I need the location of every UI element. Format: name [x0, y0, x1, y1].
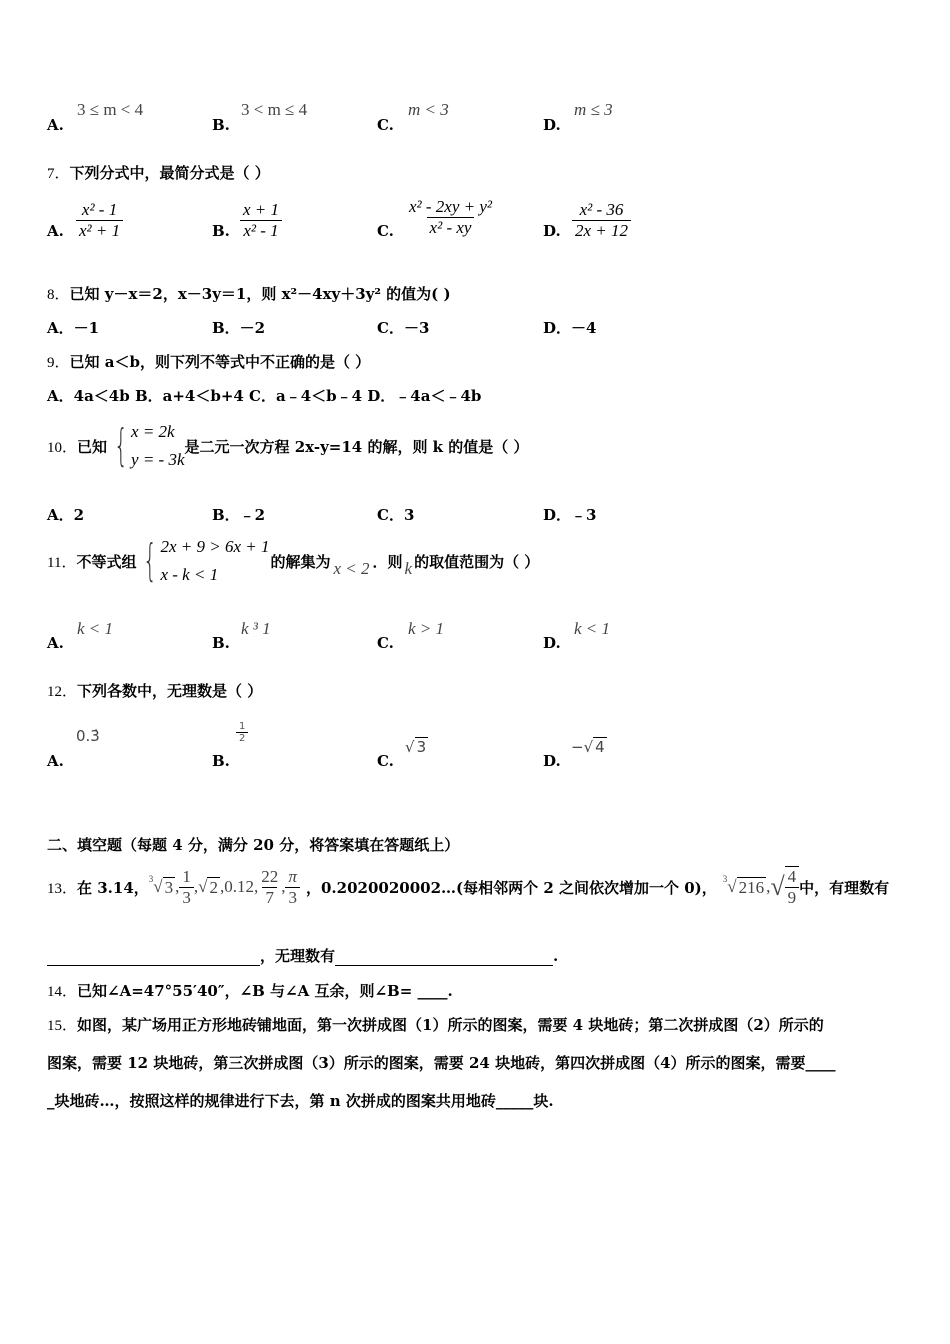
section-2-title: 二、填空题（每题 4 分，满分 20 分，将答案填在答题纸上）: [47, 836, 460, 854]
q6-option-d-label: D.: [543, 116, 561, 134]
irrational-label: ，无理数有: [260, 947, 336, 965]
question-stem: 下列各数中，无理数是（ ）: [77, 682, 263, 700]
q6-option-a-label: A.: [47, 116, 64, 134]
question-number: 13．: [47, 880, 78, 897]
question-stem: 下列分式中，最简分式是（ ）: [69, 164, 270, 182]
q6-option-c-math: m < 3: [408, 100, 449, 119]
q7-option-d-fraction: $\frac{\text{x² - 36}}{2x + 12}$: [572, 200, 631, 241]
question-11: [47, 533, 539, 589]
question-number: 12．: [47, 684, 78, 700]
q12-option-d-label: D.: [543, 752, 561, 770]
q6-option-c-label: C.: [377, 116, 394, 134]
q11-option-b-math: k ³ 1: [241, 619, 271, 638]
q11-option-d-label: D.: [543, 634, 561, 652]
q11-option-d-math: k < 1: [574, 619, 611, 638]
question-post: 是二元一次方程 2x-y=14 的解，则 k 的值是（ ）: [184, 437, 529, 456]
question-12: [47, 680, 262, 701]
question-9: [47, 351, 370, 372]
q12-option-d-neg-sqrt: −√ 4: [571, 738, 605, 756]
q6-option-d-math: m ≤ 3: [574, 100, 613, 119]
q11-option-b-label: B.: [212, 634, 230, 652]
q12-option-c-sqrt: √ 3: [405, 738, 427, 756]
q13-answer-line: ，无理数有 .: [47, 945, 558, 966]
question-mid: ，0.2020020002…(每相邻两个 2 之间依次增加一个 0)，: [306, 878, 717, 897]
question-15-line-3: _块地砖…，按照这样的规律进行下去，第 n 次拼成的图案共用地砖_____块.: [47, 1092, 554, 1110]
q12-option-c-label: C.: [377, 752, 394, 770]
question-text: 已知∠A=47°55′40″，∠B 与∠A 互余，则∠B= ____.: [77, 982, 453, 1000]
q10-option-c: C．3: [377, 506, 415, 524]
question-pre: 不等式组: [76, 552, 137, 571]
q7-option-a-label: A.: [47, 222, 64, 240]
irrational-blank[interactable]: [335, 965, 553, 966]
question-14: [47, 980, 453, 1001]
q11-option-c-label: C.: [377, 634, 394, 652]
q12-option-b-fraction: $\frac{1}{2}$: [236, 721, 248, 744]
q8-option-b: B．－2: [212, 319, 266, 337]
q7-option-a-fraction: $\frac{\text{x² - 1}}{\text{x² + 1}}$: [76, 200, 123, 241]
q7-option-b-label: B.: [212, 222, 230, 240]
solution-set: x < 2: [333, 559, 370, 578]
question-13: [47, 857, 889, 917]
question-post: 中，有理数有: [799, 878, 890, 897]
q6-option-b-label: B.: [212, 116, 230, 134]
question-number: 9．: [47, 355, 70, 371]
q7-option-c-label: C.: [377, 222, 394, 240]
question-mid: 的解集为: [270, 552, 331, 571]
k-variable: k: [404, 559, 413, 578]
question-number: 10．: [47, 439, 78, 456]
question-number: 8．: [47, 287, 70, 303]
question-15-line-2: 图案，需要 12 块地砖，第三次拼成图（3）所示的图案，需要 24 块地砖，第四次拼成图（4）所示的图案，需要____: [47, 1054, 836, 1072]
question-stem: 已知 y－x＝2，x－3y＝1，则 x²－4xy＋3y² 的值为( ): [69, 285, 451, 303]
question-15-line-1: 15．如图，某广场用正方形地砖铺地面，第一次拼成图（1）所示的图案，需要 4 块地砖；第二次拼成图（2）所示的: [47, 1016, 824, 1034]
equation-system: { x = 2k y = - 3k: [114, 420, 185, 471]
q8-option-d: D．－4: [543, 319, 597, 337]
question-number: 11．: [47, 554, 77, 571]
q11-option-a-math: k < 1: [77, 619, 114, 638]
question-number: 15．: [47, 1018, 78, 1034]
question-10: [47, 418, 529, 474]
question-number: 7．: [47, 166, 70, 182]
question-7: [47, 162, 270, 183]
root-list: 3 √ 216 , √ $\frac{4}{9}$: [723, 866, 799, 908]
question-post2: 的取值范围为（ ）: [414, 552, 540, 571]
q12-option-a-label: A.: [47, 752, 64, 770]
q12-option-a-math: 0.3̇: [76, 727, 100, 745]
q7-option-d-label: D.: [543, 222, 561, 240]
q10-option-d: D．﹣3: [543, 506, 597, 524]
q10-option-a: A．2: [47, 506, 85, 524]
question-stem: 已知 a＜b，则下列不等式中不正确的是（ ）: [69, 353, 371, 371]
q8-option-c: C．－3: [377, 319, 430, 337]
q6-option-a-math: 3 ≤ m < 4: [77, 100, 144, 119]
q9-options: A．4a＜4b B．a+4＜b+4 C．a﹣4＜b﹣4 D．﹣4a＜﹣4b: [47, 387, 482, 405]
q10-option-b: B．﹣2: [212, 506, 266, 524]
q11-option-c-math: k > 1: [408, 619, 445, 638]
q12-option-b-label: B.: [212, 752, 230, 770]
q7-option-c-fraction: $\frac{\text{x² - 2xy + y²}}{\text{x² - xy}}$: [409, 197, 493, 237]
rational-blank[interactable]: [47, 965, 260, 966]
question-post1: ．则: [372, 552, 403, 571]
q7-option-b-fraction: $\frac{x + 1}{\text{x² - 1}}$: [240, 200, 282, 241]
question-pre: 已知: [77, 437, 108, 456]
q11-option-a-label: A.: [47, 634, 64, 652]
question-8: [47, 283, 451, 304]
number-list: 3 √ 3 , $\frac{1}{3}$ ,√ 2 , 0.12 , $\frac{22}{7}$ , $\frac{\pi}{3}$: [149, 867, 300, 908]
question-pre: 在 3.14，: [77, 878, 149, 897]
q8-option-a: A．－1: [47, 319, 100, 337]
question-number: 14．: [47, 984, 78, 1000]
inequality-system: { 2x + 9 > 6x + 1 x - k < 1: [143, 535, 270, 586]
q6-option-b-math: 3 < m ≤ 4: [241, 100, 308, 119]
